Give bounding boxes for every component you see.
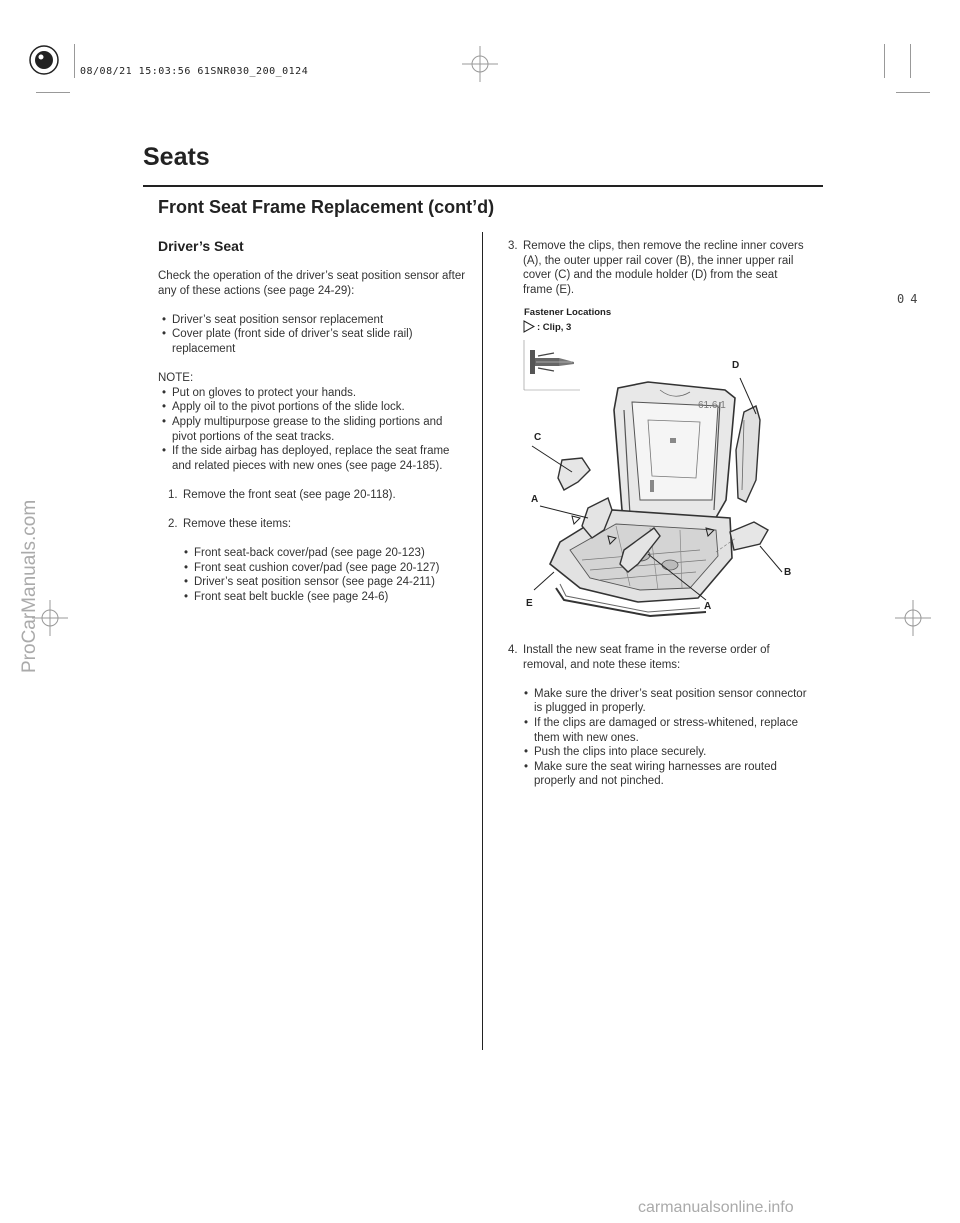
intro-text: Check the operation of the driver’s seat position sensor after any of these actions (see page 24-29): xyxy=(158,270,466,297)
label-b: B xyxy=(784,567,792,578)
left-column xyxy=(158,269,468,605)
step-text: Remove the clips, then remove the recline inner covers (A), the outer upper rail cover (B), the inner upper rail cover (C) and the module holder (D) from the seat frame (E). xyxy=(523,240,804,296)
column-divider xyxy=(482,232,483,1050)
bottom-watermark: carmanualsonline.info xyxy=(638,1199,794,1216)
label-c: C xyxy=(534,432,542,443)
section-title: Front Seat Frame Replacement (cont’d) xyxy=(158,197,495,217)
title-rule xyxy=(143,185,823,187)
remove-items-list xyxy=(158,546,468,604)
list-item: • Front seat-back cover/pad (see page 20-123) xyxy=(180,546,468,561)
list-item: • Apply oil to the pivot portions of the slide lock. xyxy=(158,400,468,415)
step-text: Install the new seat frame in the reverse order of removal, and note these items: xyxy=(523,644,770,671)
label-a-lower: A xyxy=(704,601,712,612)
label-a-upper: A xyxy=(531,494,539,505)
list-item: • Push the clips into place securely. xyxy=(520,745,808,760)
step-2 xyxy=(158,517,468,532)
list-item: • Make sure the driver’s seat position sensor connector is plugged in properly. xyxy=(520,687,808,716)
step-text: Remove these items: xyxy=(183,518,292,531)
step-number: 2. xyxy=(168,518,178,531)
list-item: • Driver’s seat position sensor (see page 24-211) xyxy=(180,575,468,590)
step-3 xyxy=(508,239,808,297)
list-item: • Apply multipurpose grease to the sliding portions and pivot portions of the seat tracks. xyxy=(158,415,468,444)
crop-mark xyxy=(896,92,930,93)
crop-mark xyxy=(884,44,885,78)
step-number: 3. xyxy=(508,240,518,252)
step-number: 4. xyxy=(508,644,518,656)
list-item: • Front seat cushion cover/pad (see page 20-127) xyxy=(180,561,468,576)
install-notes-list xyxy=(508,687,808,789)
list-item: • Driver’s seat position sensor replacement xyxy=(158,313,468,328)
list-item: • Make sure the seat wiring harnesses are routed properly and not pinched. xyxy=(520,760,808,789)
step-4 xyxy=(508,643,808,789)
label-e: E xyxy=(526,598,533,609)
list-item: • If the side airbag has deployed, replace the seat frame and related pieces with new ones (see page 24-185). xyxy=(158,444,468,473)
side-watermark: ProCarManuals.com xyxy=(19,499,40,673)
list-item: • Cover plate (front side of driver’s seat slide rail) replacement xyxy=(158,327,468,356)
diagram-legend: : Clip, 3 xyxy=(537,322,572,333)
page-code: 04 xyxy=(897,292,924,306)
list-item: • Put on gloves to protect your hands. xyxy=(158,386,468,401)
list-item: • Front seat belt buckle (see page 24-6) xyxy=(180,590,468,605)
label-d: D xyxy=(732,360,740,371)
step-text: Remove the front seat (see page 20-118). xyxy=(183,488,396,501)
print-stamp: 08/08/21 15:03:56 61SNR030_200_0124 xyxy=(80,66,309,77)
step-number: 1. xyxy=(168,488,178,501)
note-label: NOTE: xyxy=(158,372,194,385)
step-1 xyxy=(158,488,468,503)
list-item: • If the clips are damaged or stress-whitened, replace them with new ones. xyxy=(520,716,808,745)
diagram-caption: Fastener Locations xyxy=(524,307,612,318)
crop-mark xyxy=(74,44,75,78)
page-title: Seats xyxy=(143,143,210,171)
section-heading: Driver’s Seat xyxy=(158,238,244,254)
note-list xyxy=(158,386,468,474)
crop-mark xyxy=(36,92,70,93)
action-list xyxy=(158,313,468,357)
svg-text:61.6.1: 61.6.1 xyxy=(698,400,726,411)
crop-mark xyxy=(910,44,911,78)
